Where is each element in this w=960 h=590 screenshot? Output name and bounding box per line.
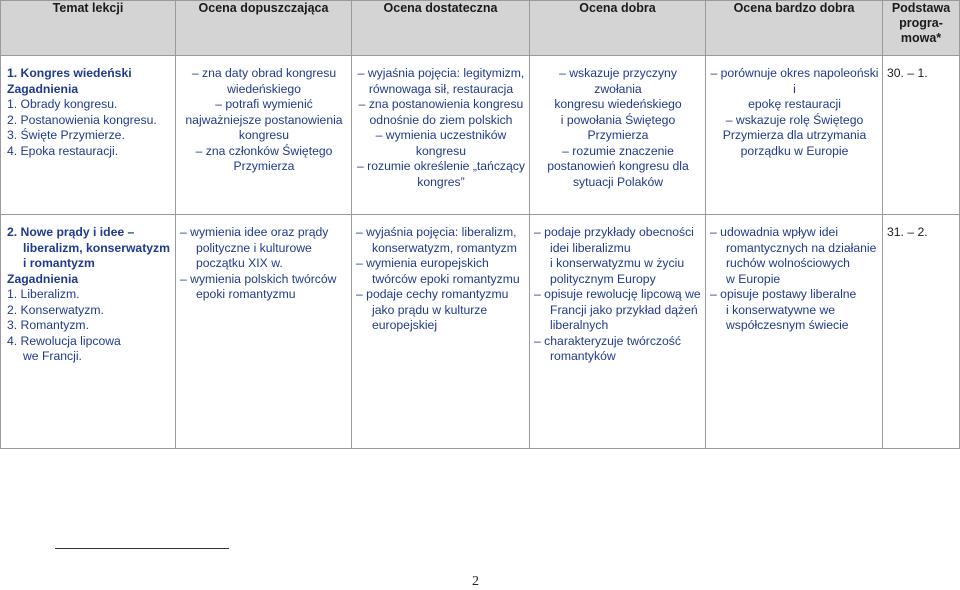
- header-grade-satisfactory: Ocena dostateczna: [352, 1, 530, 56]
- requirement-line: kongresu: [238, 128, 290, 142]
- header-grade-sufficient: Ocena dopuszczająca: [176, 1, 352, 56]
- requirement-line: – rozumie określenie „tańczący: [357, 159, 525, 173]
- grade-satisfactory-cell: [352, 215, 530, 449]
- requirement-line: liberalnych: [550, 318, 609, 332]
- grade-sufficient-cell: [176, 56, 352, 215]
- header-basis-line3: mowa*: [900, 31, 942, 45]
- topic-title: liberalizm, konserwatyzm: [23, 240, 170, 255]
- requirement-line: jako prądu w kulturze: [372, 302, 488, 317]
- requirement-line: najważniejsze postanowienia: [185, 112, 343, 127]
- requirement-line: – zna postanowienia kongresu: [358, 97, 524, 111]
- requirement-line: – opisuje rewolucję lipcową we: [534, 287, 701, 301]
- requirement-line: – wyjaśnia pojęcia: legitymizm,: [357, 66, 525, 80]
- curriculum-basis-cell: [883, 56, 960, 215]
- requirement-line: europejskiej: [372, 318, 438, 332]
- requirement-line: Przymierza: [587, 128, 649, 142]
- requirement-line: i powołania Świętego: [560, 112, 676, 127]
- requirement-line: współczesnym świecie: [726, 318, 849, 332]
- topic-item: 4. Rewolucja lipcowa: [7, 333, 121, 348]
- header-grade-very-good: Ocena bardzo dobra: [706, 1, 883, 56]
- requirement-line: początku XIX w.: [196, 256, 283, 270]
- header-curriculum-basis: [883, 1, 960, 56]
- requirement-line: i konserwatyzmu w życiu: [550, 256, 685, 270]
- topic-title: i romantyzm: [23, 256, 95, 270]
- requirement-line: – zna daty obrad kongresu: [191, 66, 337, 80]
- topic-item: 3. Romantyzm.: [7, 318, 89, 332]
- topic-title: 2. Nowe prądy i idee –: [7, 225, 135, 239]
- header-topic: Temat lekcji: [1, 1, 176, 56]
- topic-item: 3. Święte Przymierze.: [7, 128, 125, 142]
- topic-cell: [1, 215, 176, 449]
- requirement-line: – charakteryzuje twórczość: [534, 333, 681, 348]
- requirement-line: odnośnie do ziem polskich: [369, 112, 513, 127]
- grade-good-cell: [530, 56, 706, 215]
- requirement-line: – rozumie znaczenie: [562, 143, 674, 158]
- requirement-line: porządku w Europie: [740, 143, 849, 158]
- requirement-line: kongresu wiedeńskiego: [554, 97, 682, 111]
- header-basis-line2: progra-: [899, 16, 943, 30]
- grade-satisfactory-cell: [352, 56, 530, 215]
- requirement-line: polityczne i kulturowe: [196, 240, 312, 255]
- topic-item: 4. Epoka restauracji.: [7, 143, 119, 158]
- requirement-line: epokę restauracji: [748, 97, 841, 111]
- curriculum-basis-cell: [883, 215, 960, 449]
- curriculum-basis-value: 30. – 1.: [887, 66, 928, 80]
- grade-very-good-cell: [706, 215, 883, 449]
- requirement-line: – wymienia polskich twórców: [180, 271, 337, 286]
- grade-very-good-cell: [706, 56, 883, 215]
- requirement-line: równowaga sił, restauracja: [368, 81, 514, 96]
- requirement-line: – wskazuje rolę Świętego: [725, 112, 864, 127]
- requirement-line: epoki romantyzmu: [196, 287, 296, 301]
- requirement-line: twórców epoki romantyzmu: [372, 271, 520, 286]
- requirement-line: – porównuje okres napoleoński i: [710, 66, 879, 96]
- requirement-line: postanowień kongresu dla: [547, 159, 689, 173]
- requirement-line: sytuacji Polaków: [572, 174, 664, 189]
- topics-label: Zagadnienia: [7, 271, 79, 286]
- requirement-line: idei liberalizmu: [550, 240, 631, 255]
- header-basis-line1: Podstawa: [891, 1, 951, 15]
- requirement-line: konserwatyzm, romantyzm: [372, 240, 517, 255]
- curriculum-basis-value: 31. – 2.: [887, 225, 928, 239]
- requirement-line: romantyków: [550, 349, 616, 363]
- requirement-line: – wymienia idee oraz prądy: [180, 225, 329, 239]
- grade-good-cell: [530, 215, 706, 449]
- requirement-line: w Europie: [726, 271, 781, 286]
- requirement-line: Przymierza: [233, 159, 295, 173]
- requirement-line: Przymierza dla utrzymania: [722, 128, 867, 142]
- table-row: [1, 215, 960, 449]
- requirement-line: romantycznych na działanie: [726, 240, 877, 255]
- header-grade-good: Ocena dobra: [530, 1, 706, 56]
- requirement-line: wiedeńskiego: [227, 81, 301, 96]
- requirement-line: i konserwatywne we: [726, 302, 836, 317]
- requirement-line: – podaje przykłady obecności: [534, 225, 694, 239]
- requirement-line: – wskazuje przyczyny zwołania: [559, 66, 677, 96]
- requirement-line: – opisuje postawy liberalne: [710, 287, 857, 301]
- topic-item: we Francji.: [23, 349, 82, 363]
- topic-item: 1. Liberalizm.: [7, 287, 80, 301]
- grade-sufficient-cell: [176, 215, 352, 449]
- topics-label: Zagadnienia: [7, 81, 79, 96]
- topic-item: 1. Obrady kongresu.: [7, 97, 118, 111]
- requirement-line: – wymienia europejskich: [356, 256, 489, 270]
- topic-item: 2. Postanowienia kongresu.: [7, 112, 157, 127]
- requirement-line: – zna członków Świętego: [195, 143, 333, 158]
- requirement-line: ruchów wolnościowych: [726, 256, 850, 270]
- table-row: [1, 56, 960, 215]
- header-row: [1, 1, 960, 56]
- page-number: 2: [472, 574, 479, 589]
- requirement-line: – udowadnia wpływ idei: [710, 225, 839, 239]
- topic-cell: [1, 56, 176, 215]
- requirement-line: kongresu: [415, 143, 467, 158]
- requirement-line: Francji jako przykład dążeń: [550, 302, 698, 317]
- requirement-line: – wymienia uczestników: [375, 128, 507, 142]
- requirement-line: – podaje cechy romantyzmu: [356, 287, 509, 301]
- topic-title: 1. Kongres wiedeński: [7, 66, 132, 80]
- topic-item: 2. Konserwatyzm.: [7, 302, 104, 317]
- requirement-line: kongres”: [417, 174, 465, 189]
- requirement-line: politycznym Europy: [550, 271, 656, 286]
- requirement-line: – wyjaśnia pojęcia: liberalizm,: [356, 225, 517, 239]
- footnote-separator: [55, 548, 229, 549]
- requirement-line: – potrafi wymienić: [215, 97, 313, 111]
